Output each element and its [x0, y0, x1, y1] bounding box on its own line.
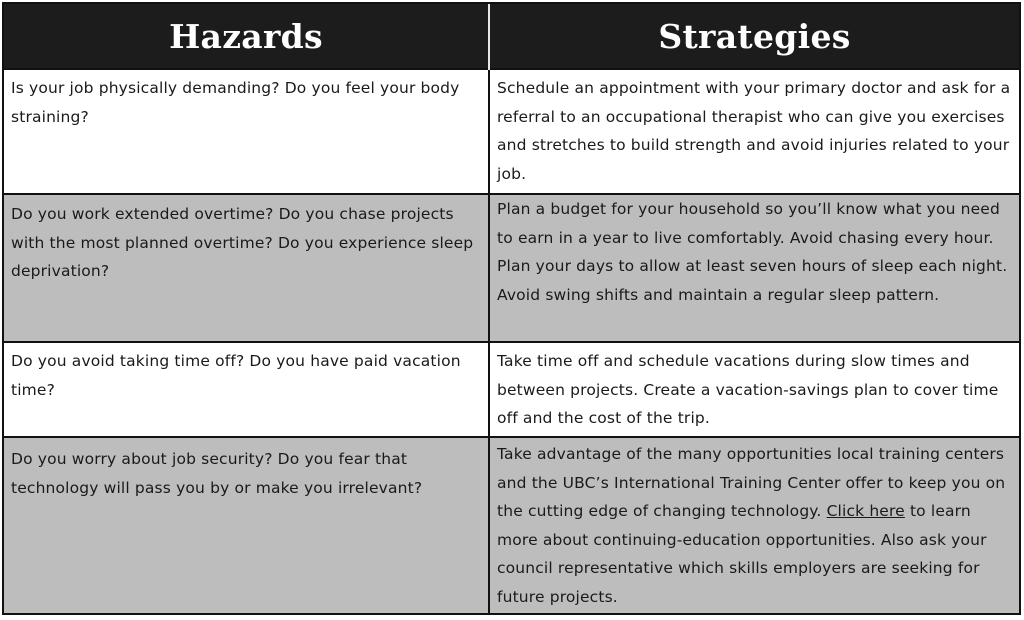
strategy-cell: Schedule an appointment with your primary doctor and ask for a referral to an occupational therapist who can give you exercises and stretches to build strength and avoid injuries related to your job. — [489, 69, 1019, 194]
hazard-cell: Do you avoid taking time off? Do you have paid vacation time? — [4, 342, 489, 437]
header-row — [4, 4, 1019, 69]
header-strategies: Strategies — [489, 4, 1019, 69]
hazards-strategies-table — [2, 2, 1021, 615]
strategy-cell: Take time off and schedule vacations during slow times and between projects. Create a vacation-savings plan to cover time off and the cost of the trip. — [489, 342, 1019, 437]
strategy-text-after: to learn more about continuing-education opportunities. Also ask your council representative which skills employers are seeking for future projects. — [497, 502, 987, 606]
table-row — [4, 437, 1019, 613]
hazard-cell: Is your job physically demanding? Do you feel your body straining? — [4, 69, 489, 194]
table-row — [4, 69, 1019, 194]
strategy-cell — [489, 437, 1019, 613]
table — [4, 4, 1019, 613]
strategy-text-before: Take advantage of the many opportunities local training centers and the UBC’s International Training Center offer to keep you on the cutting edge of changing technology. — [497, 445, 1006, 520]
hazard-cell: Do you worry about job security? Do you fear that technology will pass you by or make you irrelevant? — [4, 437, 489, 613]
table-row — [4, 194, 1019, 342]
table-row — [4, 342, 1019, 437]
hazard-cell: Do you work extended overtime? Do you chase projects with the most planned overtime? Do you experience sleep deprivation? — [4, 194, 489, 342]
strategy-cell: Plan a budget for your household so you’ll know what you need to earn in a year to live comfortably. Avoid chasing every hour. Plan your days to allow at least seven hours of sleep each night. Avoid swing shifts and maintain a regular sleep pattern. — [489, 194, 1019, 342]
header-hazards: Hazards — [4, 4, 489, 69]
click-here-link[interactable]: Click here — [826, 502, 905, 520]
